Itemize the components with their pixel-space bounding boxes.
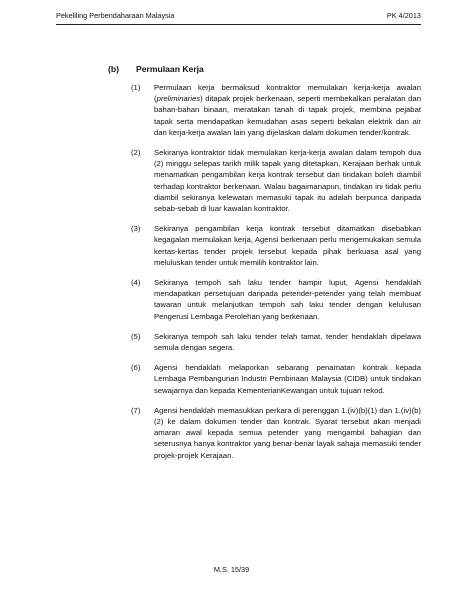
paragraph-number: (6) [131, 363, 141, 373]
page-number: M.S. 15/39 [213, 565, 250, 574]
paragraph-number: (5) [131, 331, 141, 341]
paragraph-item [131, 223, 421, 268]
paragraph-item [131, 362, 421, 396]
paragraph-item [131, 331, 421, 353]
numbered-paragraph-list [131, 82, 421, 470]
paragraph-text: Permulaan kerja bermaksud kontraktor memulakan kerja-kerja awalan (preliminaries) ditapak projek berkenaan, seperti membekalkan peralatan dan bahan-bahan binaan, meratakan tanah di tapak projek, membina pejabat tapak serta mendapatkan kemudahan asas seperti bekalan elektrik dan air dan kerja-kerja awalan lain yang dijelaskan dalam dokumen tender/kontrak. [154, 83, 421, 137]
section-heading [108, 64, 204, 74]
paragraph-number: (4) [131, 278, 141, 288]
page-header [56, 10, 421, 25]
paragraph-number: (3) [131, 224, 141, 234]
paragraph-number: (2) [131, 148, 141, 158]
paragraph-text: Sekiranya tempoh sah laku tender telah tamat, tender hendaklah dipelawa semula dengan segera. [154, 331, 421, 353]
section-label: (b) [108, 64, 119, 74]
document-series-title: Pekeliling Perbendaharaan Malaysia [56, 11, 175, 20]
paragraph-item [131, 277, 421, 322]
paragraph-text: Sekiranya kontraktor tidak memulakan kerja-kerja awalan dalam tempoh dua (2) minggu selepas tarikh milik tapak yang ditetapkan, Kerajaan berhak untuk menamatkan pengambilan kerja kontrak tersebut dan tindakan boleh diambil terhadap kontraktor berkenaan. Walau bagaimanapun, tindakan ini tidak perlu diambil sekiranya kelewatan memasuki tapak itu adalah berpunca daripada sebab-sebab di luar kawalan kontraktor. [154, 148, 421, 214]
paragraph-number: (1) [131, 83, 141, 92]
paragraph-text: Agensi hendaklah melaporkan sebarang penamatan kontrak kepada Lembaga Pembangunan Industri Pembinaan Malaysia (CIDB) untuk tindakan sewajarnya dan kepada KementerianKewangan untuk tujuan rekod. [154, 363, 421, 395]
paragraph-number: (7) [131, 405, 141, 415]
paragraph-text: Agensi hendaklah memasukkan perkara di perenggan 1.(iv)(b)(1) dan 1.(iv)(b)(2) ke dalam dokumen tender dan kontrak. Syarat tersebut akan menjadi amaran awal kepada semua petender yang mengambil bahagian dan seterusnya hanya kontraktor yang benar-benar layak sahaja memasuki tender projek-projek Kerajaan. [154, 405, 421, 460]
paragraph-text: Sekiranya pengambilan kerja kontrak tersebut ditamatkan disebabkan kegagalan memulakan kerja, Agensi berkenaan perlu mengemukakan semula kertas-kertas tender projek tersebut kepada pihak berkuasa asal yang meluluskan tender untuk memilih kontraktor lain. [154, 224, 421, 267]
paragraph-item [131, 147, 421, 214]
italic-term: preliminaries [156, 94, 201, 104]
section-title: Permulaan Kerja [136, 64, 204, 74]
document-reference: PK 4/2013 [386, 11, 421, 20]
paragraph-text: Sekiranya tempoh sah laku tender hampir luput, Agensi hendaklah mendapatkan persetujuan daripada petender-petender yang telah membuat tawaran untuk melanjutkan tempoh sah laku tender dengan kelulusan Pengerusi Lembaga Perolehan yang berkenaan. [154, 278, 421, 321]
paragraph-item [131, 405, 421, 461]
paragraph-item [131, 82, 421, 138]
